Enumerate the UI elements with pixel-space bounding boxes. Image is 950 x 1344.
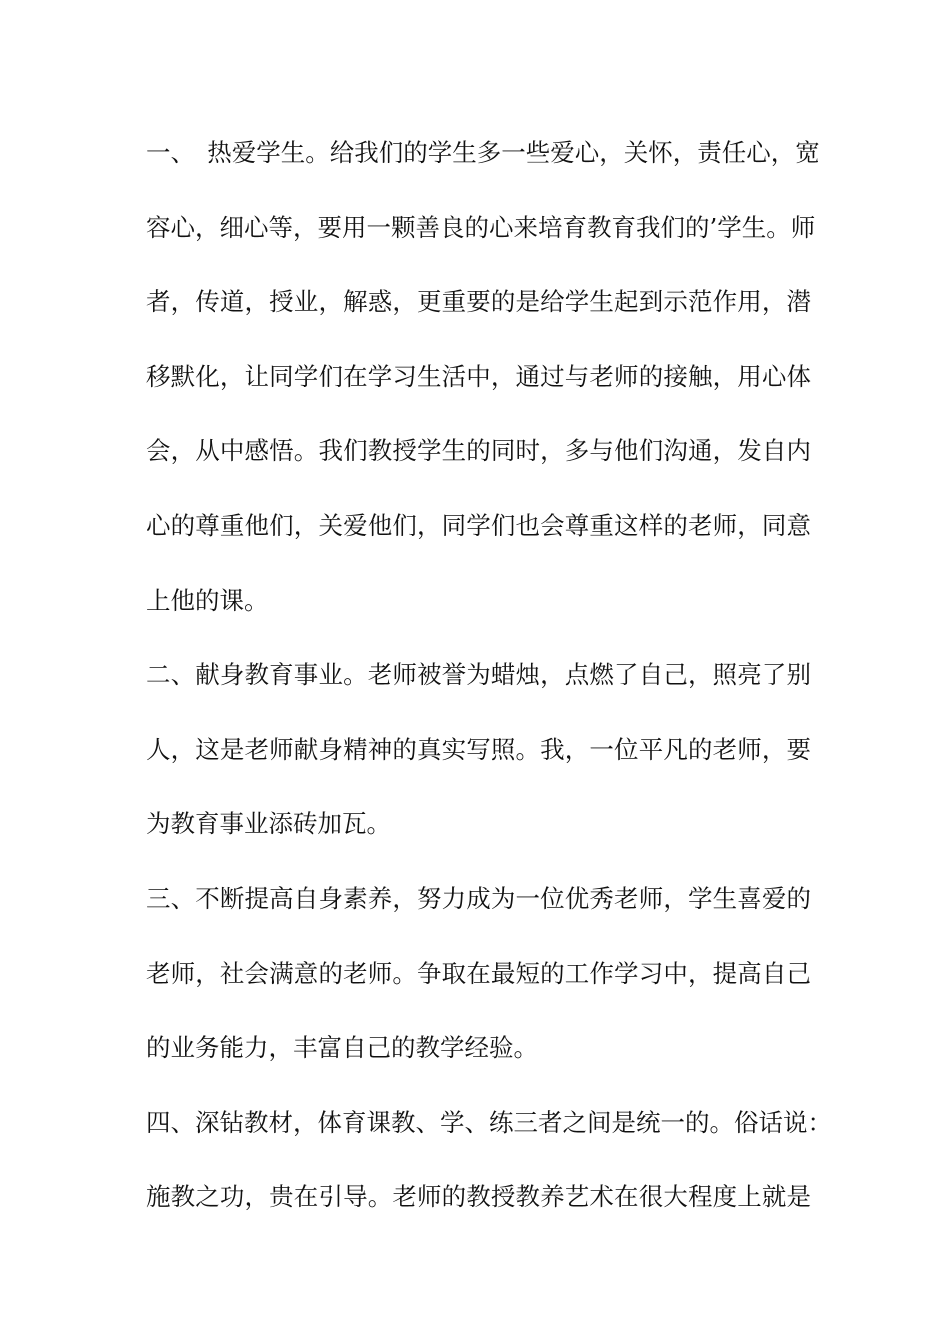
text-line: 的业务能力，丰富自己的教学经验。 <box>146 1033 538 1063</box>
text-line: 三、不断提高自身素养，努力成为一位优秀老师，学生喜爱的 <box>146 883 811 913</box>
document-body <box>146 128 832 1247</box>
text-line: 会，从中感悟。我们教授学生的同时，多与他们沟通，发自内 <box>146 436 811 466</box>
text-line: 四、深钻教材，体育课教、学、练三者之间是统一的。俗话说： <box>146 1107 832 1137</box>
text-line: 人，这是老师献身精神的真实写照。我，一位平凡的老师，要 <box>146 734 811 764</box>
text-line: 心的尊重他们，关爱他们，同学们也会尊重这样的老师，同意 <box>146 510 811 540</box>
text-line: 容心，细心等，要用一颗善良的心来培育教育我们的’学生。师 <box>146 212 816 242</box>
text-line: 为教育事业添砖加瓦。 <box>146 809 391 839</box>
text-line: 一、 热爱学生。给我们的学生多一些爱心，关怀，责任心，宽 <box>146 138 820 167</box>
text-line: 老师，社会满意的老师。争取在最短的工作学习中，提高自己 <box>146 958 811 988</box>
text-line: 施教之功，贵在引导。老师的教授教养艺术在很大程度上就是 <box>146 1182 811 1212</box>
text-line: 者，传道，授业，解惑，更重要的是给学生起到示范作用，潜 <box>146 287 811 317</box>
text-line: 上他的课。 <box>146 585 269 615</box>
text-line: 二、献身教育事业。老师被誉为蜡烛，点燃了自己，照亮了别 <box>146 660 811 690</box>
text-line: 移默化，让同学们在学习生活中，通过与老师的接触，用心体 <box>146 361 811 391</box>
